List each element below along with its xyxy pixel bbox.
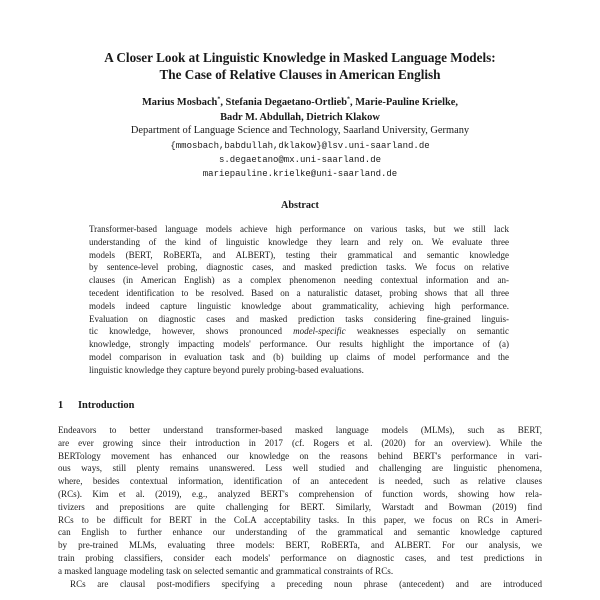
email-1: {mmosbach,babdullah,dklakow}@lsv.uni-saarland.de <box>170 141 430 151</box>
section-title: Introduction <box>78 400 135 411</box>
abstract-text: weaknesses especially on semantic <box>345 326 509 337</box>
abstract-heading: Abstract <box>281 200 319 211</box>
body-line: BERTology movement has enhanced our knowledge on the reasons behind BERT's performance in vari- <box>58 450 542 461</box>
authors-line-2: Badr M. Abdullah, Dietrich Klakow <box>220 112 380 123</box>
section-number: 1 <box>58 400 64 411</box>
body-line: can English to further enhance our understanding of the grammatical and semantic knowledge captured <box>58 527 542 538</box>
introduction-body <box>58 424 542 590</box>
abstract-text: tic knowledge, however, shows pronounced <box>89 326 294 337</box>
body-line: (RCs). Kim et al. (2019), e.g., analyzed BERT's comprehension of function words, showing how rela- <box>58 488 542 499</box>
abstract-body <box>89 223 509 377</box>
abstract-line: by sentence-level probing, diagnostic cases, and masked prediction tasks. We focus on relative <box>89 262 509 273</box>
abstract-line: model comparison in evaluation task and (b) building up claims of model performance and the <box>89 351 509 362</box>
abstract-line: Evaluation on diagnostic cases and masked prediction tasks considering fine-grained linguis- <box>89 313 509 324</box>
author-name: Marie-Pauline Krielke <box>355 97 456 108</box>
paper-title <box>40 49 560 83</box>
author-mark: * <box>217 96 221 103</box>
body-line: Endeavors to better understand transformer-based masked language models (MLMs), such as BERT, <box>58 425 542 435</box>
body-line: are ever growing since their introduction in 2017 (cf. Rogers et al. (2020) for an overview). While the <box>58 437 542 448</box>
email-2: s.degaetano@mx.uni-saarland.de <box>218 155 382 165</box>
author-list <box>40 95 560 125</box>
body-line: RCs are clausal post-modifiers specifying a preceding noun phrase (antecedent) and are introduced <box>70 578 542 589</box>
body-line: a masked language modeling task on selected semantic and grammatical constraints of RCs. <box>58 565 394 576</box>
body-line: tivizers and prepositions are quite challenging for BERT. Similarly, Warstadt and Bowman (2019) find <box>58 501 542 512</box>
author-name: Marius Mosbach <box>142 97 218 108</box>
abstract-line: tecedent identification to be resolved. Based on a naturalistic dataset, probing shows that all three <box>89 287 509 298</box>
affiliation: Department of Language Science and Technology, Saarland University, Germany <box>130 125 470 136</box>
abstract-line: Transformer-based language models achieve high performance on various tasks, but we still lack <box>89 224 509 234</box>
author-separator: , <box>350 97 356 108</box>
author-mark: * <box>347 96 351 103</box>
abstract-line: clauses (in American English) as a complex phenomenon needing contextual information and an- <box>89 275 509 286</box>
abstract-line: linguistic knowledge they capture beyond purely probing-based evaluations. <box>89 364 364 375</box>
body-line: where, besides contextual information, identification of an antecedent is needed, such as relative clauses <box>58 476 542 487</box>
email-3: mariepauline.krielke@uni-saarland.de <box>202 169 398 179</box>
abstract-line: models (BERT, RoBERTa, and ALBERT), testing their grammatical and semantic knowledge <box>89 249 509 260</box>
author-separator: , <box>455 97 458 108</box>
body-line: RCs to be difficult for BERT in the CoLA acceptability tasks. In this paper, we focus on RCs in Ameri- <box>58 514 542 525</box>
body-line: train probing classifiers, consider each models' performance on diagnostic cases, and test predictions in <box>58 552 542 563</box>
abstract-emphasis: model-specific <box>293 326 346 337</box>
author-separator: , <box>220 97 226 108</box>
abstract-line: knowledge, strongly impacting models' performance. Our results highlight the importance of (a) <box>89 339 509 350</box>
body-line: by pre-trained MLMs, evaluating three models: BERT, RoBERTa, and ALBERT. For our analysis, we <box>58 540 542 551</box>
section-heading <box>58 400 134 411</box>
title-line-1: A Closer Look at Linguistic Knowledge in Masked Language Models: <box>104 50 496 65</box>
title-line-2: The Case of Relative Clauses in American English <box>159 67 441 82</box>
abstract-line: models indeed capture linguistic knowledge about grammaticality, achieving high performance. <box>89 300 509 311</box>
author-name: Stefania Degaetano-Ortlieb <box>225 97 348 108</box>
abstract-line <box>89 325 509 338</box>
authors-line-1 <box>40 95 560 110</box>
abstract-line: understanding of the kind of linguistic knowledge they learn and rely on. We evaluate three <box>89 236 509 247</box>
body-line: ous ways, still plenty remains unanswered. Less well studied and challenging are linguistic phenomena, <box>58 463 542 474</box>
